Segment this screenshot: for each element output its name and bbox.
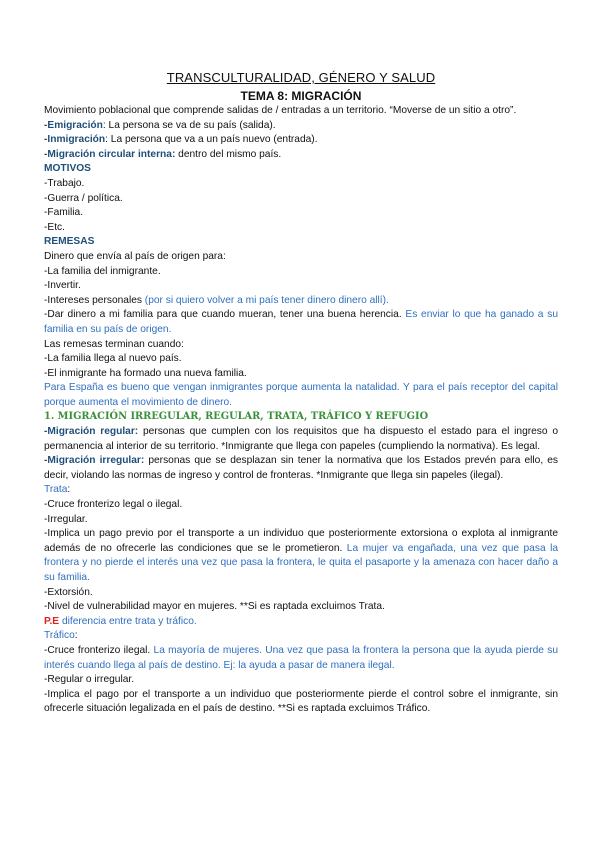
remesas-item: -Invertir. [44, 280, 81, 292]
trata-heading-line [44, 483, 558, 498]
remesas-item-note: Es enviar lo que ha ganado a su familia en su país de origen. [44, 309, 558, 335]
trata-item: -Nivel de vulnerabilidad mayor en mujeres. **Si es raptada excluimos Trata. [44, 601, 385, 613]
trata-item: -Irregular. [44, 513, 88, 525]
document-subtitle: TEMA 8: MIGRACIÓN [240, 89, 362, 103]
emigracion-term: -Emigración [44, 119, 103, 131]
motivos-item: -Familia. [44, 207, 84, 219]
remesas-item [44, 308, 558, 337]
document-page [44, 70, 558, 717]
trafico-item-note: La mayoría de mujeres. Una vez que pasa la frontera la persona que la ayuda pierde su interés cuando llega al país de destino. Ej: la ayuda a pasar de manera ilegal. [44, 644, 558, 671]
trata-colon: : [67, 484, 71, 496]
trata-heading: Trata [44, 484, 68, 496]
remesas-end-intro: Las remesas terminan cuando: [44, 338, 184, 350]
remesas-item-note: (por si quiero volver a mi país tener dinero dinero allí). [144, 294, 389, 306]
remesas-item: -La familia del inmigrante. [44, 265, 161, 277]
motivos-item: -Trabajo. [44, 177, 85, 189]
motivos-heading: MOTIVOS [44, 163, 91, 175]
trafico-colon: : [74, 630, 78, 642]
remesas-end-item: -El inmigrante ha formado una nueva familia. [44, 367, 247, 379]
motivos-item: -Etc. [44, 221, 65, 233]
trata-item-note: La mujer va engañada, una vez que pasa la frontera y no pierde el interés una vez que pasa la frontera, le quita el pasaporte y la amenaza con hacer daño a su familia. [44, 542, 558, 583]
inmigracion-def: : La persona que va a un país nuevo (entrada). [105, 134, 318, 146]
trata-item: -Extorsión. [44, 586, 93, 598]
remesas-item-text: -Dar dinero a mi familia para que cuando mueran, tener una buena herencia. [44, 309, 406, 321]
regular-def: personas que cumplen con los requisitos que ha dispuesto el estado para el ingreso o permanencia al interior de su territorio. *Inmigrante que llega con papeles (cumpliendo la normativa). Es legal. [44, 426, 558, 452]
regular-term: -Migración regular: [44, 426, 139, 438]
remesas-item [44, 294, 558, 309]
irregular-def: personas que se desplazan sin tener la normativa que los Estados prevén para ello, es decir, violando las normas de ingreso y control de fronteras. *Inmigrante que llega sin papeles (ilegal). [44, 455, 558, 481]
trafico-item [44, 644, 558, 673]
regular-paragraph [44, 425, 558, 454]
trafico-item-text: -Cruce fronterizo ilegal. [44, 644, 154, 656]
trafico-heading: Tráfico [44, 630, 75, 642]
section1-heading: 1. MIGRACIÓN IRREGULAR, REGULAR, TRATA, TRÁFICO Y REFUGIO [44, 411, 429, 423]
trata-item-text: -Implica un pago previo por el transporte a un individuo que posteriormente extorsiona o explota al inmigrante además de no ofrecerle las condiciones que se le prometieron. [44, 528, 558, 554]
irregular-paragraph [44, 454, 558, 483]
remesas-item-text: -Intereses personales [44, 294, 145, 306]
circular-term: -Migración circular interna: [44, 148, 176, 160]
irregular-term: -Migración irregular: [44, 455, 145, 467]
trata-item [44, 527, 558, 585]
trafico-item: -Regular o irregular. [44, 674, 135, 686]
pe-text: diferencia entre trata y tráfico. [59, 615, 197, 627]
emigracion-def: : La persona se va de su país (salida). [102, 119, 276, 131]
pe-label: P.E [44, 615, 60, 627]
intro-paragraph: Movimiento poblacional que comprende salidas de / entradas a un territorio. “Moverse de un sitio a otro”. [44, 105, 517, 116]
inmigracion-line [44, 133, 558, 148]
trafico-heading-line [44, 629, 558, 644]
spain-note: Para España es bueno que vengan inmigrantes porque aumenta la natalidad. Y para el país receptor del capital porque aumenta el movimiento de dinero. [44, 382, 558, 408]
trata-item: -Cruce fronterizo legal o ilegal. [44, 499, 183, 511]
circular-line [44, 148, 558, 163]
remesas-heading: REMESAS [44, 236, 95, 248]
pe-line [44, 615, 558, 630]
remesas-end-item: -La familia llega al nuevo país. [44, 353, 182, 365]
remesas-intro: Dinero que envía al país de origen para: [44, 250, 226, 262]
inmigracion-term: -Inmigración [44, 134, 106, 146]
document-title: TRANSCULTURALIDAD, GÉNERO Y SALUD [166, 70, 436, 85]
circular-def: dentro del mismo país. [175, 148, 282, 160]
emigracion-line [44, 119, 558, 134]
motivos-item: -Guerra / política. [44, 192, 123, 204]
trafico-item: -Implica el pago por el transporte a un individuo que posteriormente pierde el control sobre el inmigrante, sin ofrecerle situación legalizada en el país de destino. **Si es raptada excluimos Tráfico. [44, 688, 558, 715]
